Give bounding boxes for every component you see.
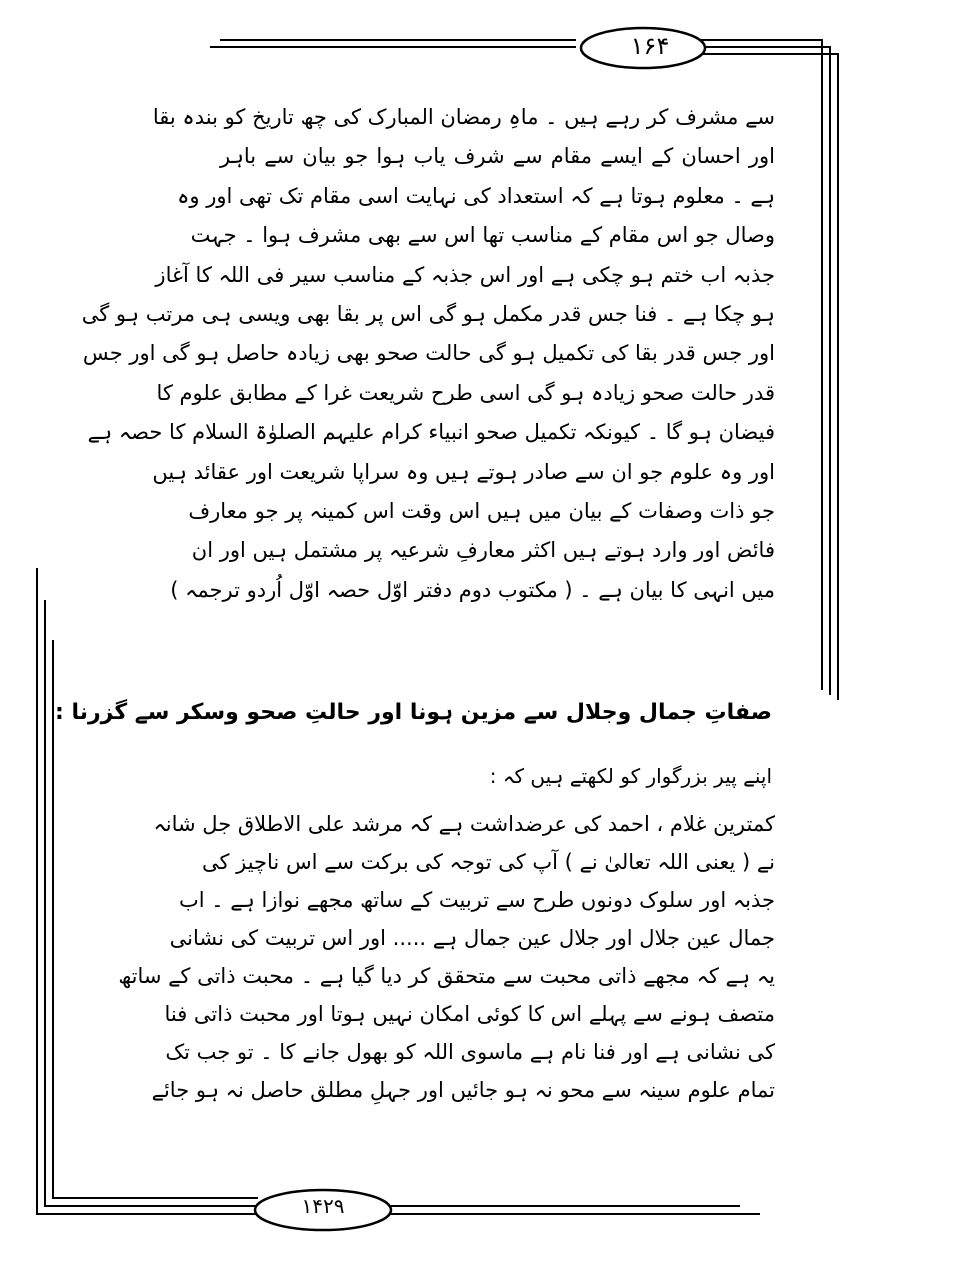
text-line: وصال جو اس مقام کے مناسب تھا اس سے بھی مشرف ہوا ۔ جہت xyxy=(190,223,775,248)
text-line: فائض اور وارد ہوتے ہیں اکثر معارفِ شرعیہ پر مشتمل ہیں اور ان xyxy=(191,538,775,563)
intro-line: اپنے پیر بزرگوار کو لکھتے ہیں کہ : xyxy=(489,764,772,788)
page-number-bottom: ۱۴۲۹ xyxy=(301,1194,345,1218)
text-line: اور وہ علوم جو ان سے صادر ہوتے ہیں وہ سراپا شریعت اور عقائد ہیں xyxy=(152,459,775,484)
text-line: سے مشرف کر رہے ہیں ۔ ماہِ رمضان المبارک کی چھ تاریخ کو بندہ بقا xyxy=(152,105,775,129)
paragraph-1 xyxy=(81,98,775,610)
text-line: جذبہ اور سلوک دونوں طرح سے تربیت کے ساتھ مجھے نوازا ہے ۔ اب xyxy=(178,888,775,912)
text-line: ہے ۔ معلوم ہوتا ہے کہ استعداد کی نہایت اسی مقام تک تھی اور وہ xyxy=(177,183,775,208)
text-line: نے ( یعنی اللہ تعالیٰ نے ) آپ کی توجہ کی برکت سے اس ناچیز کی xyxy=(201,850,775,874)
page-number-top: ۱۶۴ xyxy=(630,32,670,60)
text-line: جذبہ اب ختم ہو چکی ہے اور اس جذبہ کے مناسب سیر فی اللہ کا آغاز xyxy=(155,262,775,287)
text-line: کی نشانی ہے اور فنا نام ہے ماسوی اللہ کو بھول جانے کا ۔ تو جب تک xyxy=(165,1040,775,1064)
text-line: قدر حالت صحو زیادہ ہو گی اسی طرح شریعت غرا کے مطابق علوم کا xyxy=(156,380,775,405)
section-heading: صفاتِ جمال وجلال سے مزین ہونا اور حالتِ صحو وسکر سے گزرنا : xyxy=(55,700,772,725)
text-line: تمام علوم سینہ سے محو نہ ہو جائیں اور جہلِ مطلق حاصل نہ ہو جائے xyxy=(151,1078,775,1102)
text-line: جمال عین جلال اور جلال عین جمال ہے ..... اور اس تربیت کی نشانی xyxy=(169,926,775,950)
text-line: فیضان ہو گا ۔ کیونکہ تکمیل صحو انبیاء کرام علیہم الصلوٰۃ السلام کا حصہ ہے xyxy=(87,420,775,445)
text-line: اور احسان کے ایسے مقام سے شرف یاب ہوا جو بیان سے باہر xyxy=(220,144,775,169)
paragraph-2 xyxy=(118,805,775,1109)
text-line: اور جس قدر بقا کی تکمیل ہو گی حالت صحو بھی زیادہ حاصل ہو گی اور جس xyxy=(82,341,775,366)
text-line: یہ ہے کہ مجھے ذاتی محبت سے متحقق کر دیا گیا ہے ۔ محبت ذاتی کے ساتھ xyxy=(118,964,775,988)
text-line: کمترین غلام ، احمد کی عرضداشت ہے کہ مرشد علی الاطلاق جل شانہ xyxy=(153,812,775,836)
text-line: جو ذات وصفات کے بیان میں ہیں اس وقت اس کمینہ پر جو معارف xyxy=(188,498,775,523)
text-line: میں انہی کا بیان ہے ۔ ( مکتوب دوم دفتر اوّل حصہ اوّل اُردو ترجمہ ) xyxy=(170,577,775,602)
text-line: ہو چکا ہے ۔ فنا جس قدر مکمل ہو گی اس پر بقا بھی ویسی ہی مرتب ہو گی xyxy=(81,301,775,326)
text-line: متصف ہونے سے پہلے اس کا کوئی امکان نہیں ہوتا اور محبت ذاتی فنا xyxy=(164,1002,775,1026)
